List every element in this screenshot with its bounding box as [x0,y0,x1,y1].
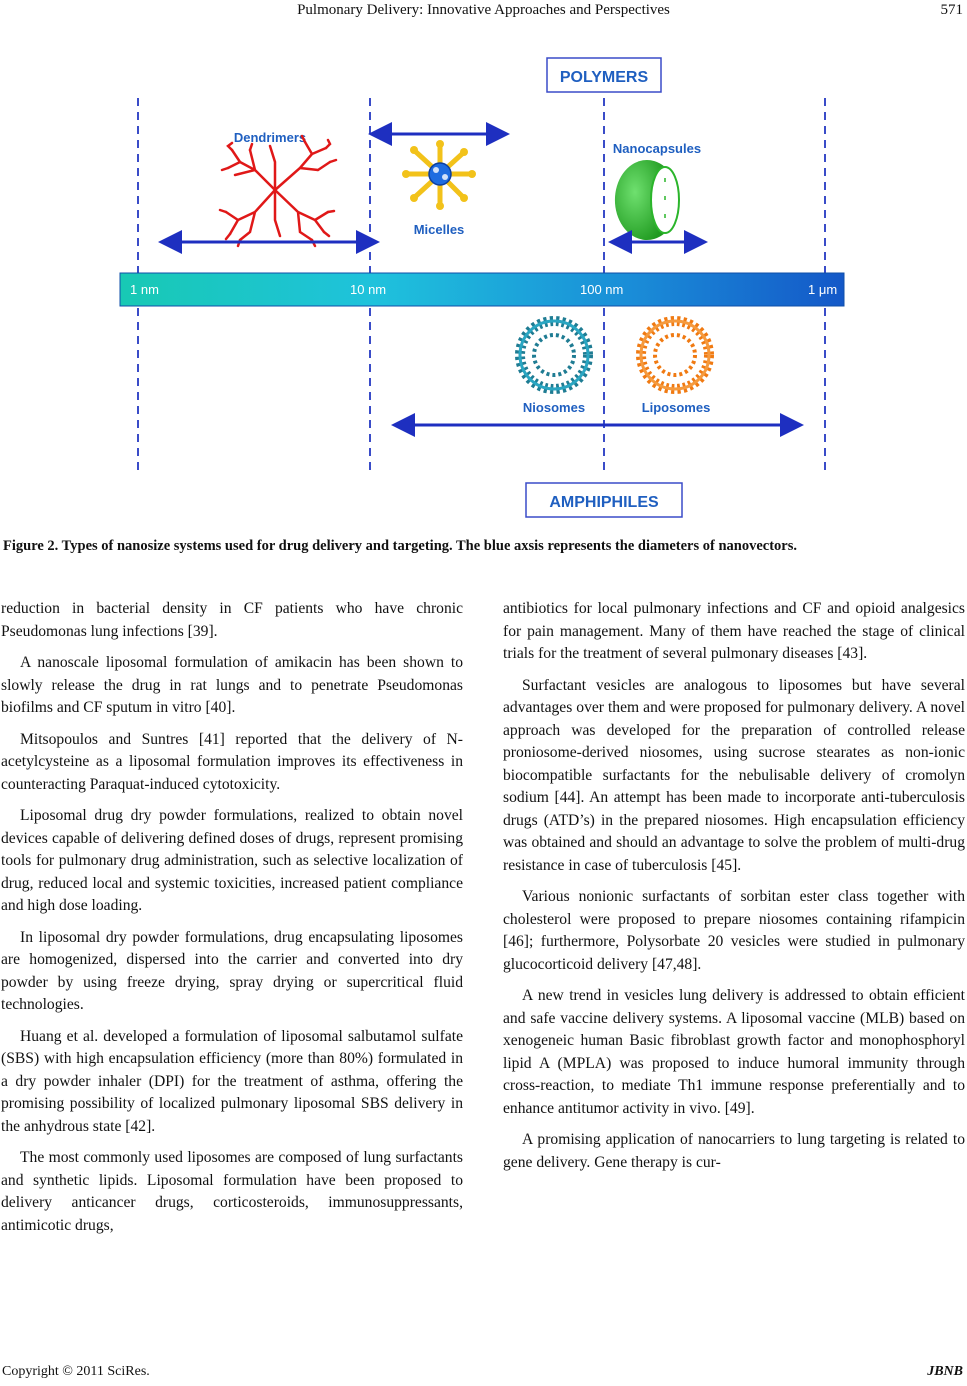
paragraph: Huang et al. developed a formulation of liposomal salbutamol sulfate (SBS) with high encapsulation efficiency (more than 80%) formulated in a dry powder inhaler (DPI) for the treatment of asthma, offering the promising possibility of localized pulmonary liposomal SBS delivery in the anhydrous state [42]. [1,1027,463,1135]
running-title: Pulmonary Delivery: Innovative Approaches and Perspectives [297,2,670,18]
paragraph: A promising application of nanocarriers to lung targeting is related to gene delivery. Gene therapy is cur- [503,1131,965,1171]
scale-tick-1um: 1 μm [808,282,838,297]
caption-prefix: Figure 2. [3,538,59,554]
dendrimer-icon [220,136,336,246]
micelle-icon [402,140,476,210]
scale-tick-1nm: 1 nm [130,282,159,297]
caption-text: Types of nanosize systems used for drug delivery and targeting. The blue axsis represents the diameters of nanovectors. [58,538,797,554]
liposome-icon [641,321,709,389]
nanocapsule-icon [615,160,679,240]
paragraph: Liposomal drug dry powder formulations, realized to obtain novel devices capable of delivering defined doses of drugs, represent promising tools for pulmonary drug administration, such as selective localization of drug, reduced local and systemic toxicities, increased patient compliance and high dose loading. [1,807,463,914]
copyright-notice: Copyright © 2011 SciRes. [2,1364,150,1379]
paragraph: In liposomal dry powder formulations, drug encapsulating liposomes are homogenized, dispersed into the carrier and converted into dry powder by using freeze drying, spray drying or supercritical fluid technologies. [1,928,463,1013]
paragraph: A new trend in vesicles lung delivery is addressed to obtain efficient and safe vaccine delivery systems. A liposomal vaccine (MLB) based on xenogeneic human Basic fibroblast growth factor and monophosphoryl lipid A (MPLA) was proposed to induce humoral immunity through cross-reaction, to mediate Th1 immune response preferentially and to enhance antitumor activity in vivo. [49]. [503,987,965,1117]
paragraph: Surfactant vesicles are analogous to liposomes but have several advantages over them and were proposed for pulmonary delivery. A novel approach was developed for the preparation of controlled release proniosome-derived niosomes, using sucrose stearates as non-ionic biocompatible surfactants for the nebulisable delivery of cromolyn sodium [44]. An attempt has been made to incorporate anti-tuberculosis drugs (ATD’s) in the prepared niosomes. High encapsulation efficiency was obtained and should an advantage to solve the problem of multi-drug resistance in case of tuberculosis [45]. [503,676,965,874]
left-column [1,598,463,1246]
figure-caption [3,535,964,557]
scale-tick-100nm: 100 nm [580,282,624,297]
paragraph: Mitsopoulos and Suntres [41] reported that the delivery of N-acetylcysteine as a liposomal formulation improves its effectiveness in counteracting Paraquat-induced cytotoxicity. [1,730,463,793]
paragraph: antibiotics for local pulmonary infections and CF and opioid analgesics for pain management. Many of them have reached the stage of clinical trials for the treatment of several pulmonary diseases [43]. [503,600,965,662]
nanovector-size-figure [0,50,967,530]
journal-abbrev: JBNB [927,1364,963,1379]
amphiphiles-label: AMPHIPHILES [549,494,659,511]
right-column [503,598,965,1183]
paragraph: Various nonionic surfactants of sorbitan ester class together with cholesterol were proposed to prepare niosomes containing rifampicin [46]; furthermore, Polysorbate 20 vesicles were studied in pulmonary glucocorticoid delivery [47,48]. [503,888,965,973]
page-number: 571 [940,2,963,18]
polymers-label: POLYMERS [559,69,649,86]
micelles-label: Micelles [413,222,465,237]
liposomes-label: Liposomes [641,400,711,415]
page-header [0,0,967,26]
paragraph: A nanoscale liposomal formulation of amikacin has been shown to slowly release the drug in rat lungs and to penetrate Pseudomonas biofilms and CF sputum in vitro [40]. [1,654,463,716]
paragraph: The most commonly used liposomes are composed of lung surfactants and synthetic lipids. Liposomal formulation have been proposed to delivery anticancer drugs, corticosteroids, immunosuppressants, antimicotic drugs, [1,1149,463,1234]
scale-tick-10nm: 10 nm [350,282,387,297]
nanocapsules-label: Nanocapsules [612,141,702,156]
niosomes-label: Niosomes [522,400,586,415]
niosome-icon [520,321,588,389]
diameter-scale-bar [120,273,844,306]
paragraph: reduction in bacterial density in CF patients who have chronic Pseudomonas lung infections [39]. [1,600,463,640]
dendrimers-label: Dendrimers [233,130,307,145]
